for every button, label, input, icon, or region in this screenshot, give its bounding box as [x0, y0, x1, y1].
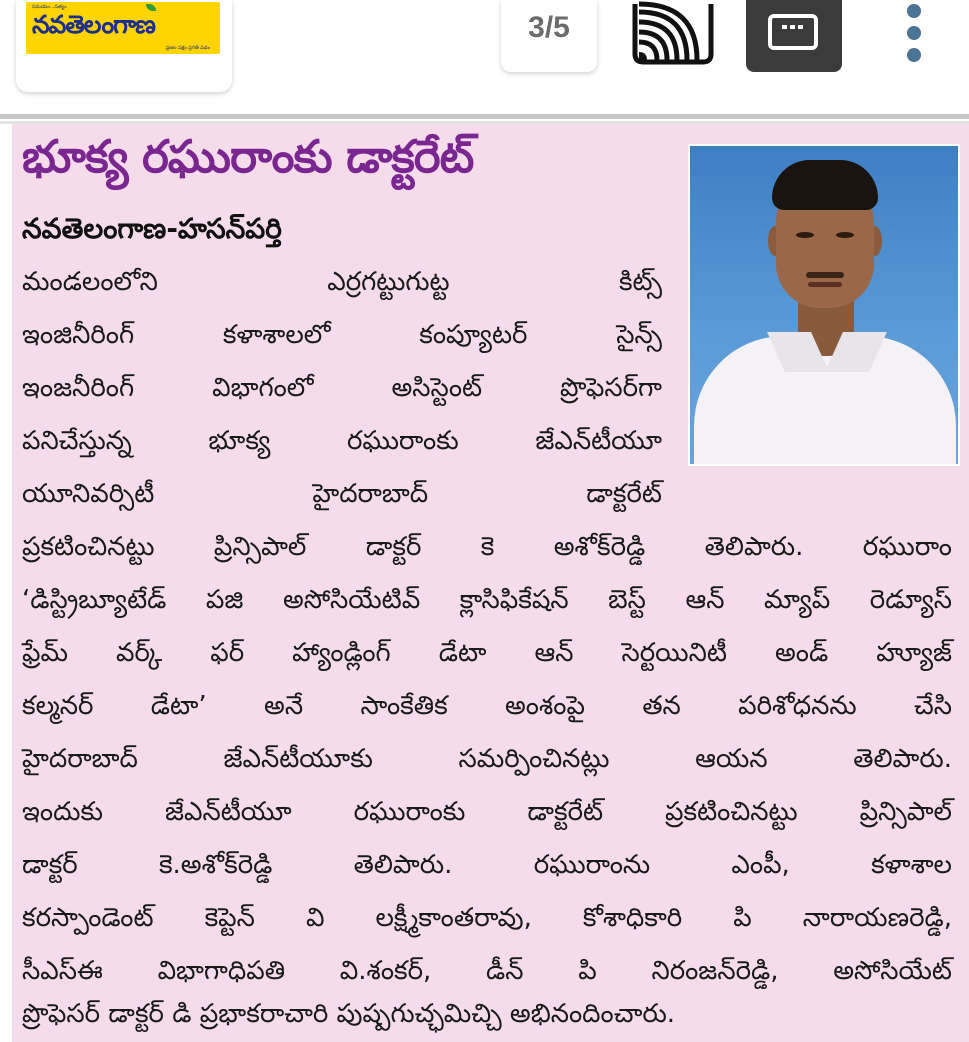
- screen-button[interactable]: [746, 0, 842, 72]
- article-line: యూనివర్సిటీ హైదరాబాద్ డాక్టరేట్: [22, 479, 662, 509]
- more-menu-button[interactable]: [892, 0, 936, 66]
- article-line: ఇంజనీరింగ్ విభాగంలో అసిస్టెంట్ ప్రొఫెసర్‌గా: [22, 373, 662, 403]
- logo-tagline-bottom: ప్రజల పక్షం ప్రగతి పథం: [165, 45, 210, 51]
- more-vertical-icon: [907, 4, 921, 18]
- article-line: ఇందుకు జేఎన్‌టీయూ రఘురాంకు డాక్టరేట్ ప్రకటించినట్టు ప్రిన్సిపాల్: [22, 797, 952, 827]
- article-line: ఇంజినీరింగ్ కళాశాలలో కంప్యూటర్ సైన్స్: [22, 320, 662, 350]
- article-line: హైదరాబాద్ జేఎన్‌టీయూకు సమర్పించినట్లు ఆయన తెలిపారు.: [22, 744, 952, 774]
- menu-dot: [907, 26, 921, 40]
- screen-icon: [768, 14, 818, 50]
- toolbar-divider: [0, 114, 969, 119]
- logo-name: నవతెలంగాణ: [32, 10, 155, 39]
- article-line: కరస్పాండెంట్ కెప్టెన్ వి లక్ష్మీకాంతరావు, కోశాధికారి పి నారాయణరెడ్డి,: [22, 903, 952, 933]
- article-line: మండలంలోని ఎర్రగట్టుగుట్ట కిట్స్: [22, 267, 662, 297]
- article-dateline: నవతెలంగాణ-హసన్‌పర్తి: [22, 212, 282, 245]
- article-line: కల్మనర్ డేటా’ అనే సాంకేతిక అంశంపై తన పరిశోధనను చేసి: [22, 691, 952, 721]
- news-clipping: [12, 124, 969, 1042]
- article-line: ఫ్రేమ్ వర్క్ ఫర్ హ్యాండ్లింగ్ డేటా ఆన్ సెర్టయినిటీ అండ్ హ్యూజ్: [22, 638, 952, 668]
- portrait-photo: [690, 146, 958, 464]
- article-line: సీఎస్‌ఈ విభాగాధిపతి వి.శంకర్, డీన్ పి నిరంజన్‌రెడ్డి, అసోసియేట్: [22, 956, 952, 986]
- article-line: ప్రొఫెసర్ డాక్టర్ డి ప్రభాకరాచారి పుష్పగుచ్ఛమిచ్చి అభినందించారు.: [22, 999, 676, 1029]
- logo-card[interactable]: [16, 0, 232, 92]
- top-toolbar: [0, 0, 969, 112]
- article-line: ‘డిస్ట్రిబ్యూటేడ్ పజి అసోసియేటివ్ క్లాసిఫికేషన్ బెస్ట్ ఆన్ మ్యాప్ రెడ్యూస్: [22, 585, 952, 615]
- cast-button[interactable]: [627, 0, 717, 66]
- article-headline: భూక్య రఘురాంకు డాక్టరేట్: [22, 130, 474, 183]
- page-indicator[interactable]: 3/5: [501, 0, 597, 72]
- article-line: పనిచేస్తున్న భూక్య రఘురాంకు జేఎన్‌టీయూ: [22, 426, 662, 456]
- newspaper-logo[interactable]: [26, 2, 220, 54]
- article-line: డాక్టర్ కె.అశోక్‌రెడ్డి తెలిపారు. రఘురాంను ఎంపీ, కళాశాల: [22, 850, 952, 880]
- menu-dot: [907, 48, 921, 62]
- article-line: ప్రకటించినట్టు ప్రిన్సిపాల్ డాక్టర్ కె అశోక్‌రెడ్డి తెలిపారు. రఘురాం: [22, 532, 952, 562]
- cast-icon: [627, 0, 717, 66]
- logo-tagline-top: సమయం...సత్యం: [32, 4, 67, 10]
